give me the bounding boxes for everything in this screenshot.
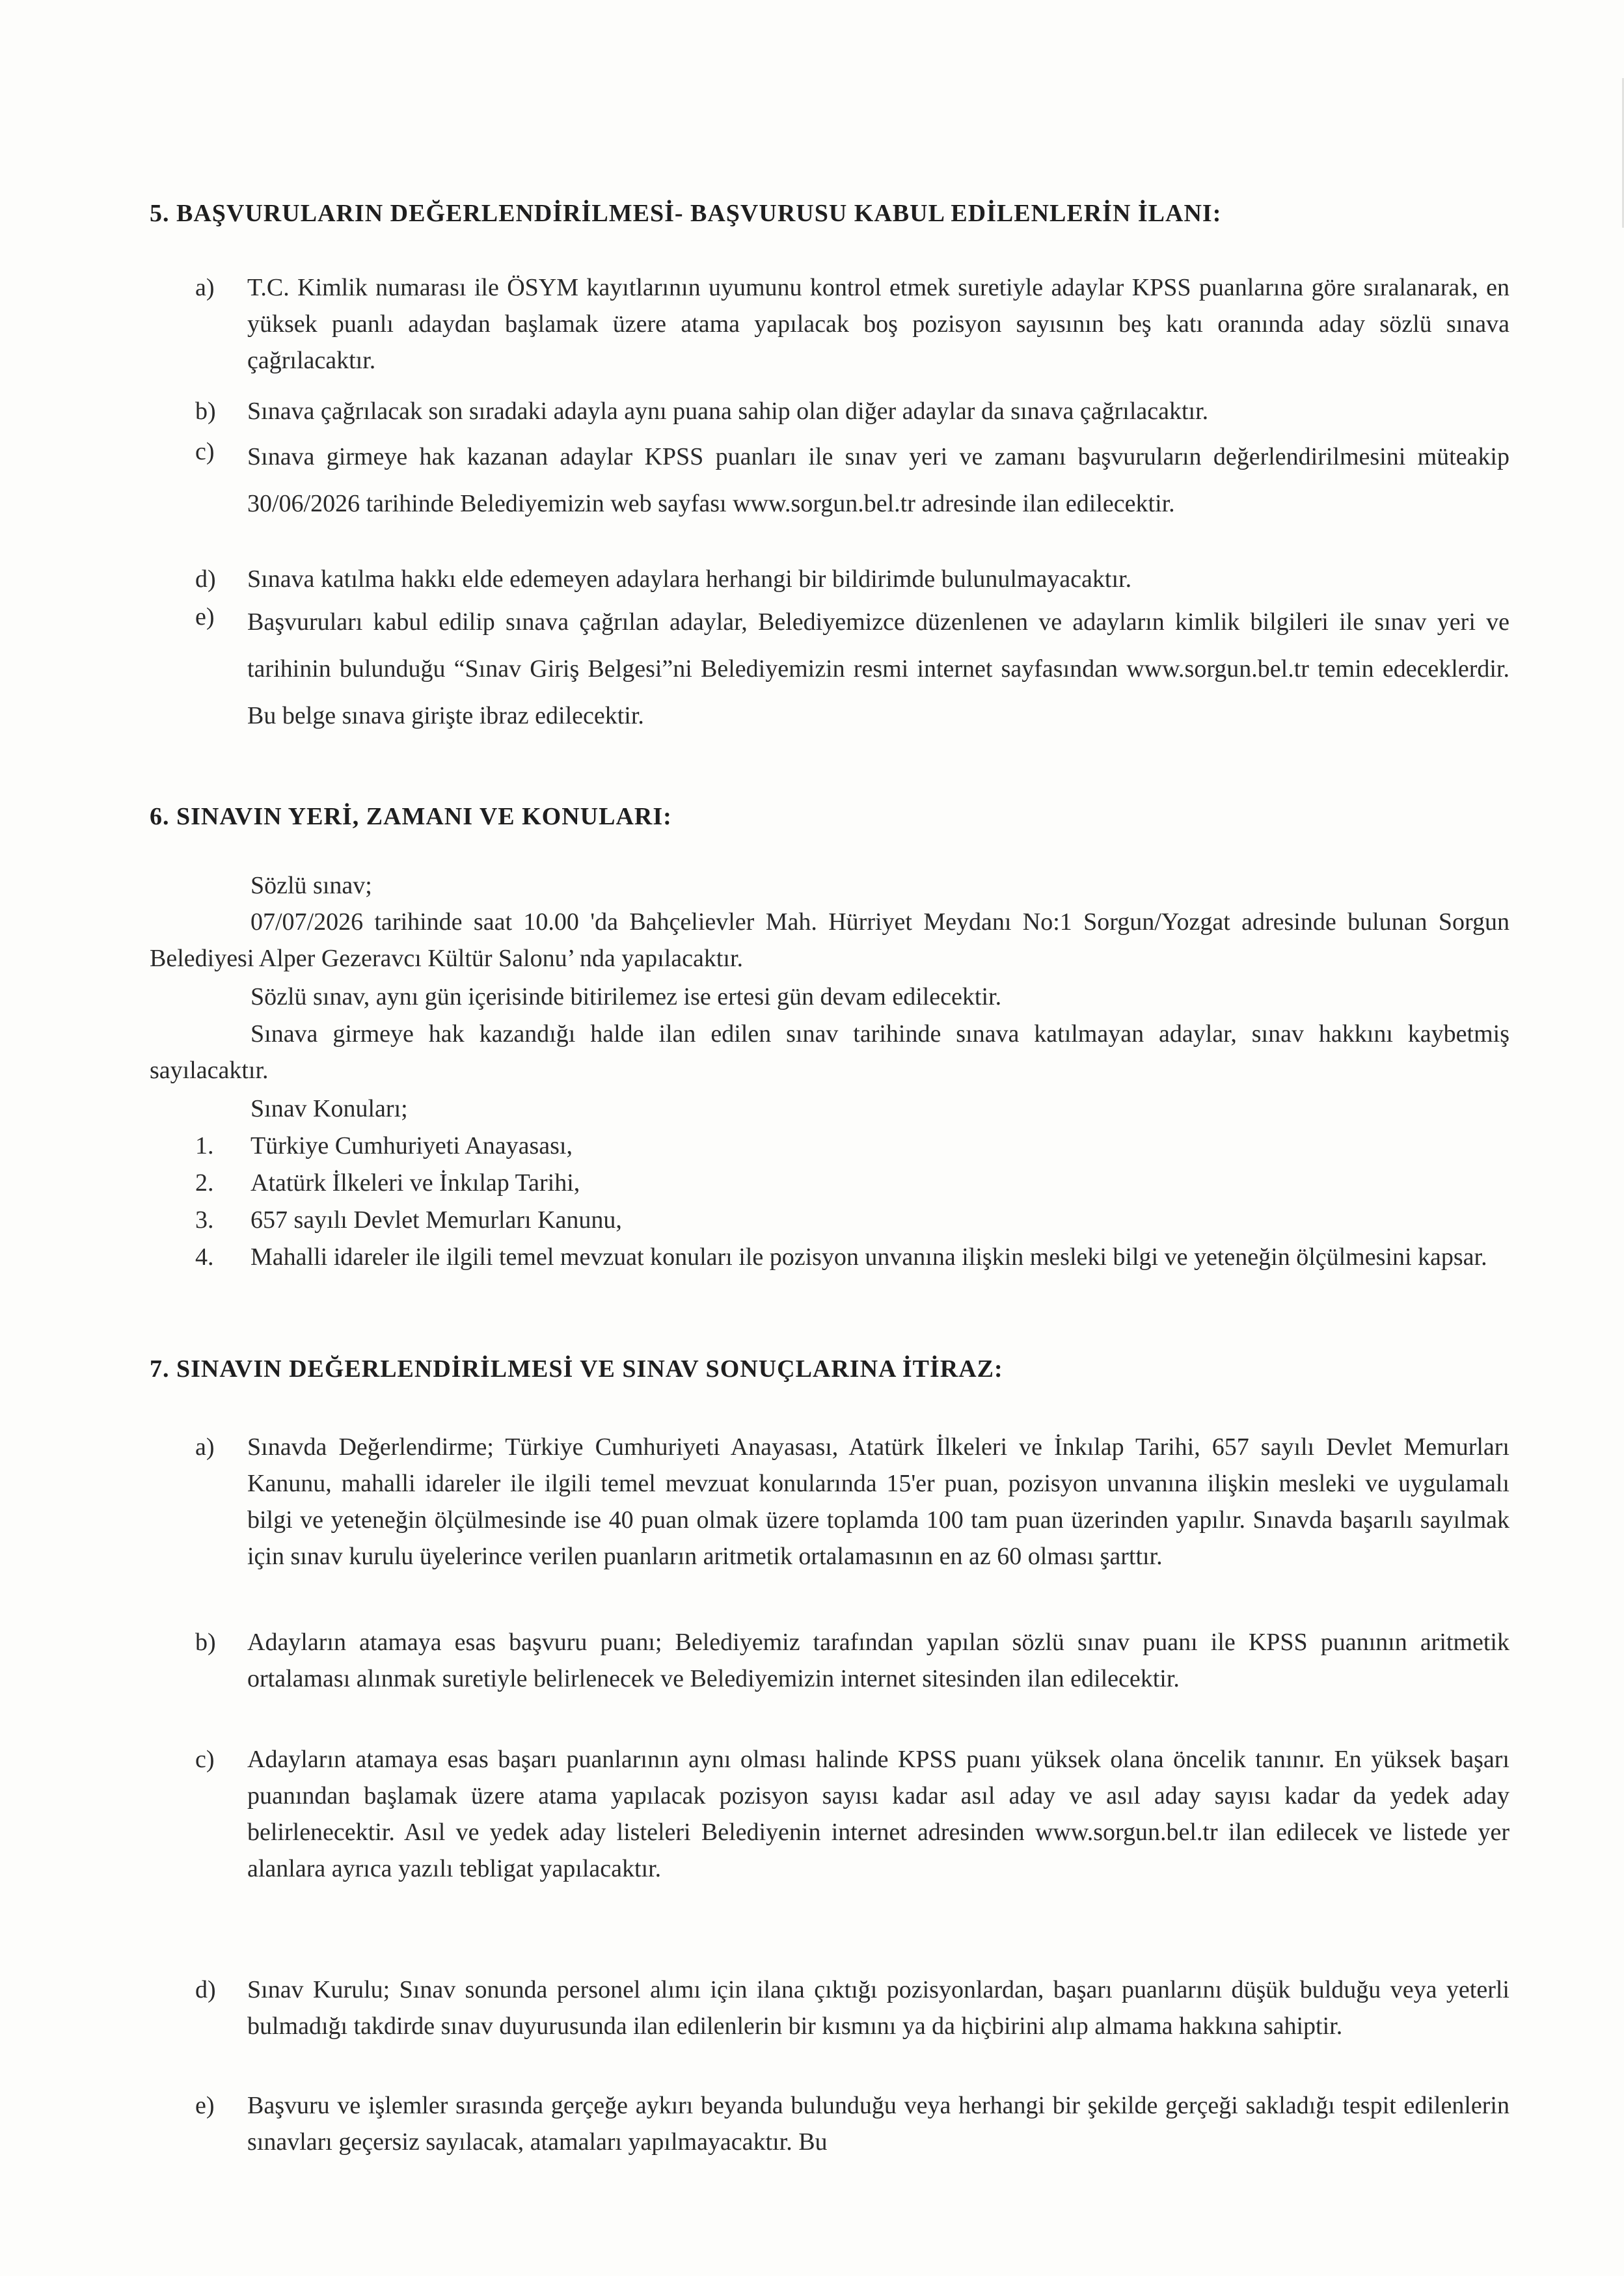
exam-absence-paragraph: Sınava girmeye hak kazandığı halde ilan edilen sınav tarihinde sınava katılmayan adaylar, sınav hakkını kaybetmiş sayılacaktır. [150, 1020, 1509, 1084]
topic-marker: 1. [195, 1132, 214, 1159]
section-7-item-d [195, 1971, 1509, 2044]
item-text: Başvuruları kabul edilip sınava çağrılan adaylar, Belediyemizce düzenlenen ve adayların kimlik bilgileri ile sınav yeri ve tarihinin bulunduğu “Sınav Giriş Belgesi”ni Belediyemizin resmi internet sayfasından www.sorgun.bel.tr temin edeceklerdir. Bu belge sınava girişte ibraz edilecektir. [247, 608, 1509, 729]
exam-topic-2 [195, 1165, 1509, 1201]
section-6-heading: 6. SINAVIN YERİ, ZAMANI VE KONULARI: [150, 803, 672, 830]
item-text: Adayların atamaya esas başarı puanlarının aynı olması halinde KPSS puanı yüksek olana öncelik tanınır. En yüksek başarı puanından başlamak üzere atama yapılacak pozisyon sayısı kadar asıl aday ve asıl aday sayısı kadar da yedek aday belirlenecektir. Asıl ve yedek aday listeleri Belediyenin internet adresinden www.sorgun.bel.tr ilan edilecek ve listede yer alanlara ayrıca yazılı tebligat yapılacaktır. [247, 1746, 1509, 1882]
exam-continuation-paragraph: Sözlü sınav, aynı gün içerisinde bitirilemez ise ertesi gün devam edilecektir. [250, 983, 1002, 1010]
item-marker: c) [195, 1746, 215, 1773]
item-marker: b) [195, 1629, 216, 1656]
section-5-item-e [195, 599, 1509, 739]
oral-exam-label: Sözlü sınav; [250, 872, 372, 899]
item-marker: d) [195, 1976, 216, 2003]
topic-text: Mahalli idareler ile ilgili temel mevzuat konuları ile pozisyon unvanına ilişkin mesleki bilgi ve yeteneğin ölçülmesini kapsar. [250, 1243, 1487, 1271]
exam-topics-label: Sınav Konuları; [250, 1095, 408, 1122]
section-7-item-e [195, 2087, 1509, 2160]
section-7-item-a [195, 1429, 1509, 1575]
item-marker: a) [195, 274, 215, 301]
topic-marker: 3. [195, 1206, 214, 1234]
topic-marker: 4. [195, 1243, 214, 1271]
item-marker: c) [195, 438, 215, 465]
item-marker: b) [195, 398, 216, 425]
section-5-item-d [195, 561, 1509, 597]
section-5-item-a [195, 269, 1509, 379]
exam-topic-1 [195, 1128, 1509, 1164]
item-marker: d) [195, 565, 216, 593]
topic-text: 657 sayılı Devlet Memurları Kanunu, [250, 1206, 622, 1234]
exam-topic-3 [195, 1202, 1509, 1238]
section-7-item-c [195, 1741, 1509, 1887]
exam-location-paragraph: 07/07/2026 tarihinde saat 10.00 'da Bahçelievler Mah. Hürriyet Meydanı No:1 Sorgun/Yozgat adresinde bulunan Sorgun Belediyesi Alper Gezeravcı Kültür Salonu’ nda yapılacaktır. [150, 908, 1509, 972]
item-text: T.C. Kimlik numarası ile ÖSYM kayıtlarının uyumunu kontrol etmek suretiyle adaylar KPSS puanlarına göre sıralanarak, en yüksek puanlı adaydan başlamak üzere atama yapılacak boş pozisyon sayısının beş katı oranında aday sözlü sınava çağrılacaktır. [247, 274, 1509, 374]
section-7-item-b [195, 1624, 1509, 1697]
exam-topic-4 [195, 1239, 1509, 1275]
topic-text: Atatürk İlkeleri ve İnkılap Tarihi, [250, 1169, 580, 1197]
item-text: Başvuru ve işlemler sırasında gerçeğe aykırı beyanda bulunduğu veya herhangi bir şekilde gerçeği sakladığı tespit edilenlerin sınavları geçersiz sayılacak, atamaları yapılmayacaktır. Bu [247, 2092, 1509, 2156]
item-text: Sınava girmeye hak kazanan adaylar KPSS puanları ile sınav yeri ve zamanı başvuruların değerlendirilmesini müteakip 30/06/2026 tarihinde Belediyemizin web sayfası www.sorgun.bel.tr adresinde ilan edilecektir. [247, 443, 1509, 517]
item-text: Sınava çağrılacak son sıradaki adayla aynı puana sahip olan diğer adaylar da sınava çağrılacaktır. [247, 398, 1209, 425]
item-text: Adayların atamaya esas başvuru puanı; Belediyemiz tarafından yapılan sözlü sınav puanı ile KPSS puanının aritmetik ortalaması alınmak suretiyle belirlenecek ve Belediyemizin internet sitesinden ilan edilecektir. [247, 1629, 1509, 1692]
item-text: Sınava katılma hakkı elde edemeyen adaylara herhangi bir bildirimde bulunulmayacaktır. [247, 565, 1132, 593]
topic-text: Türkiye Cumhuriyeti Anayasası, [250, 1132, 573, 1159]
item-marker: a) [195, 1433, 215, 1461]
item-text: Sınavda Değerlendirme; Türkiye Cumhuriyeti Anayasası, Atatürk İlkeleri ve İnkılap Tarihi, 657 sayılı Devlet Memurları Kanunu, mahalli idareler ile ilgili temel mevzuat konularında 15'er puan, pozisyon unvanına ilişkin mesleki ve uygulamalı bilgi ve yeteneğin ölçülmesinde ise 40 puan olmak üzere toplamda 100 tam puan üzerinden yapılır. Sınavda başarılı sayılmak için sınav kurulu üyelerince verilen puanların aritmetik ortalamasının en az 60 olması şarttır. [247, 1433, 1509, 1570]
item-marker: e) [195, 603, 215, 630]
section-5-item-b [195, 393, 1509, 429]
section-5-item-c [195, 433, 1509, 527]
item-text: Sınav Kurulu; Sınav sonunda personel alımı için ilana çıktığı pozisyonlardan, başarı puanlarını düşük bulduğu veya yeterli bulmadığı takdirde sınav duyurusunda ilan edilenlerin bir kısmını ya da hiçbirini alıp almama hakkına sahiptir. [247, 1976, 1509, 2040]
section-7-heading: 7. SINAVIN DEĞERLENDİRİLMESİ VE SINAV SONUÇLARINA İTİRAZ: [150, 1355, 1003, 1383]
section-5-heading: 5. BAŞVURULARIN DEĞERLENDİRİLMESİ- BAŞVURUSU KABUL EDİLENLERİN İLANI: [150, 200, 1222, 227]
item-marker: e) [195, 2092, 215, 2119]
topic-marker: 2. [195, 1169, 214, 1197]
